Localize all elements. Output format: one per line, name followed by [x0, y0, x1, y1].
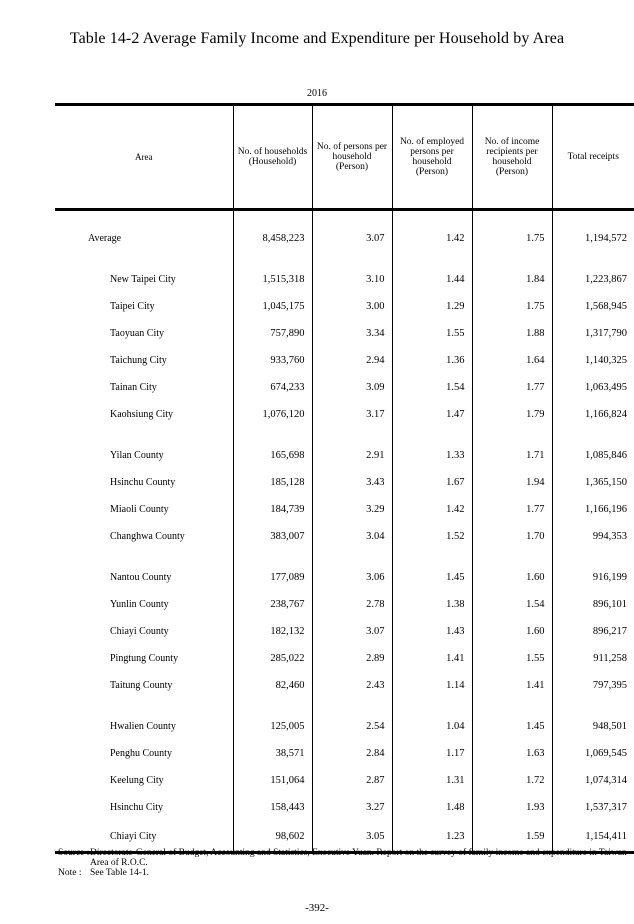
source-label: Source :: [58, 848, 90, 858]
cell-employed: 1.67: [392, 469, 472, 496]
cell-area: Yilan County: [110, 450, 164, 461]
cell-area: Kaohsiung City: [110, 409, 174, 420]
cell-households: 383,007: [233, 523, 312, 550]
cell-area: Chiayi County: [110, 626, 169, 637]
cell-households: 285,022: [233, 645, 312, 672]
table-body: [55, 210, 634, 853]
cell-employed: 1.55: [392, 320, 472, 347]
cell-area: Taichung City: [110, 355, 167, 366]
table-row: [55, 794, 634, 821]
group-spacer-row: [55, 252, 634, 266]
cell-area: Chiayi City: [55, 821, 233, 853]
cell-area: Pingtung County: [110, 653, 179, 664]
table-row: [55, 672, 634, 699]
cell-receipts: 1,085,846: [552, 442, 634, 469]
cell-recipients: 1.45: [472, 713, 552, 740]
cell-persons: 3.17: [312, 401, 392, 428]
cell-employed: 1.23: [392, 821, 472, 853]
cell-employed: 1.52: [392, 523, 472, 550]
table-row: [55, 347, 634, 374]
income-table: [55, 103, 634, 854]
cell-recipients: 1.54: [472, 591, 552, 618]
cell-receipts: 994,353: [552, 523, 634, 550]
cell-persons: 3.06: [312, 564, 392, 591]
cell-recipients: 1.64: [472, 347, 552, 374]
cell-receipts: 911,258: [552, 645, 634, 672]
cell-receipts: 896,217: [552, 618, 634, 645]
table-row: [55, 713, 634, 740]
header-employed: No. of employed persons per household (Person): [392, 105, 472, 210]
header-persons: No. of persons per household (Person): [312, 105, 392, 210]
cell-employed: 1.45: [392, 564, 472, 591]
group-spacer-row: [55, 699, 634, 713]
cell-households: 238,767: [233, 591, 312, 618]
cell-households: 177,089: [233, 564, 312, 591]
cell-persons: 3.05: [312, 821, 392, 853]
cell-persons: 3.29: [312, 496, 392, 523]
cell-area: Yunlin County: [110, 599, 169, 610]
cell-receipts: 1,063,495: [552, 374, 634, 401]
general-note: [58, 868, 628, 878]
cell-recipients: 1.70: [472, 523, 552, 550]
cell-area: Miaoli County: [110, 504, 169, 515]
cell-employed: 1.29: [392, 293, 472, 320]
cell-persons: 2.43: [312, 672, 392, 699]
source-note: [58, 848, 628, 868]
cell-persons: 2.94: [312, 347, 392, 374]
year-label: 2016: [307, 88, 327, 99]
cell-households: 1,515,318: [233, 266, 312, 293]
table-title: Table 14-2 Average Family Income and Expenditure per Household by Area: [69, 30, 565, 47]
cell-persons: 3.07: [312, 618, 392, 645]
cell-employed: 1.54: [392, 374, 472, 401]
note-label: Note :: [58, 868, 82, 878]
table-row: [55, 767, 634, 794]
cell-employed: 1.38: [392, 591, 472, 618]
cell-persons: 2.84: [312, 740, 392, 767]
cell-recipients: 1.84: [472, 266, 552, 293]
cell-recipients: 1.55: [472, 645, 552, 672]
cell-recipients: 1.93: [472, 794, 552, 821]
cell-receipts: 1,074,314: [552, 767, 634, 794]
cell-persons: 2.89: [312, 645, 392, 672]
cell-households: 125,005: [233, 713, 312, 740]
cell-households: 1,045,175: [233, 293, 312, 320]
cell-recipients: 1.75: [472, 225, 552, 252]
cell-persons: 3.27: [312, 794, 392, 821]
cell-recipients: 1.75: [472, 293, 552, 320]
cell-receipts: 1,069,545: [552, 740, 634, 767]
cell-area: Hsinchu County: [110, 477, 176, 488]
note-text: See Table 14-1.: [90, 868, 150, 878]
cell-recipients: 1.77: [472, 496, 552, 523]
cell-persons: 2.78: [312, 591, 392, 618]
table-row: [55, 740, 634, 767]
cell-receipts: 1,166,196: [552, 496, 634, 523]
table-row: [55, 645, 634, 672]
table-row: [55, 293, 634, 320]
cell-persons: 3.07: [312, 225, 392, 252]
cell-households: 185,128: [233, 469, 312, 496]
cell-households: 184,739: [233, 496, 312, 523]
table-row: [55, 469, 634, 496]
cell-persons: 2.87: [312, 767, 392, 794]
cell-employed: 1.42: [392, 225, 472, 252]
cell-households: 158,443: [233, 794, 312, 821]
cell-receipts: 1,166,824: [552, 401, 634, 428]
header-recipients: No. of income recipients per household (Person): [472, 105, 552, 210]
cell-households: 933,760: [233, 347, 312, 374]
cell-persons: 3.00: [312, 293, 392, 320]
cell-households: 98,602: [233, 821, 312, 853]
income-table-container: [55, 103, 634, 854]
cell-persons: 3.04: [312, 523, 392, 550]
cell-area: Nantou County: [110, 572, 172, 583]
table-notes: [58, 848, 628, 878]
cell-recipients: 1.41: [472, 672, 552, 699]
cell-receipts: 1,140,325: [552, 347, 634, 374]
cell-area: Average: [88, 233, 122, 244]
cell-households: 8,458,223: [233, 225, 312, 252]
cell-receipts: 1,154,411: [552, 821, 634, 853]
cell-recipients: 1.79: [472, 401, 552, 428]
cell-recipients: 1.94: [472, 469, 552, 496]
cell-employed: 1.04: [392, 713, 472, 740]
cell-area: New Taipei City: [110, 274, 176, 285]
cell-employed: 1.31: [392, 767, 472, 794]
cell-persons: 2.91: [312, 442, 392, 469]
cell-area: Taitung County: [110, 680, 173, 691]
cell-recipients: 1.60: [472, 564, 552, 591]
cell-employed: 1.48: [392, 794, 472, 821]
spacer-row: [55, 210, 634, 226]
cell-receipts: 896,101: [552, 591, 634, 618]
cell-employed: 1.44: [392, 266, 472, 293]
cell-persons: 3.10: [312, 266, 392, 293]
cell-employed: 1.41: [392, 645, 472, 672]
cell-households: 38,571: [233, 740, 312, 767]
cell-recipients: 1.71: [472, 442, 552, 469]
table-row: [55, 442, 634, 469]
table-row: [55, 266, 634, 293]
cell-receipts: 948,501: [552, 713, 634, 740]
cell-persons: 3.43: [312, 469, 392, 496]
header-area: Area: [55, 105, 233, 210]
page-number: -392-: [305, 902, 329, 914]
cell-households: 674,233: [233, 374, 312, 401]
cell-households: 1,076,120: [233, 401, 312, 428]
source-text: Directorate-General of Budget, Accounting and Statistics, Executive Yuan. Report on the survey of family income and expenditure in Taiwan Area of R.O.C.: [90, 848, 627, 868]
cell-persons: 2.54: [312, 713, 392, 740]
table-row: [55, 225, 634, 252]
cell-receipts: 1,317,790: [552, 320, 634, 347]
cell-receipts: 797,395: [552, 672, 634, 699]
cell-employed: 1.17: [392, 740, 472, 767]
cell-households: 82,460: [233, 672, 312, 699]
cell-households: 165,698: [233, 442, 312, 469]
cell-receipts: 1,223,867: [552, 266, 634, 293]
cell-employed: 1.43: [392, 618, 472, 645]
cell-receipts: 916,199: [552, 564, 634, 591]
cell-receipts: 1,537,317: [552, 794, 634, 821]
table-row: [55, 401, 634, 428]
table-row: [55, 591, 634, 618]
cell-receipts: 1,365,150: [552, 469, 634, 496]
cell-recipients: 1.88: [472, 320, 552, 347]
group-spacer-row: [55, 428, 634, 442]
cell-area: Taoyuan City: [110, 328, 165, 339]
cell-employed: 1.14: [392, 672, 472, 699]
cell-recipients: 1.59: [472, 821, 552, 853]
table-row: [55, 523, 634, 550]
cell-area: Keelung City: [110, 775, 164, 786]
cell-persons: 3.34: [312, 320, 392, 347]
cell-employed: 1.47: [392, 401, 472, 428]
cell-recipients: 1.72: [472, 767, 552, 794]
header-receipts: Total receipts: [552, 105, 634, 210]
cell-households: 757,890: [233, 320, 312, 347]
cell-recipients: 1.60: [472, 618, 552, 645]
cell-area: Hwalien County: [110, 721, 176, 732]
table-header: [55, 105, 634, 210]
table-row: [55, 496, 634, 523]
cell-recipients: 1.77: [472, 374, 552, 401]
header-households: No. of households (Household): [233, 105, 312, 210]
cell-area: Taipei City: [110, 301, 155, 312]
cell-recipients: 1.63: [472, 740, 552, 767]
cell-households: 182,132: [233, 618, 312, 645]
cell-receipts: 1,568,945: [552, 293, 634, 320]
cell-persons: 3.09: [312, 374, 392, 401]
table-row: [55, 618, 634, 645]
cell-area: Changhwa County: [110, 531, 185, 542]
cell-households: 151,064: [233, 767, 312, 794]
cell-employed: 1.33: [392, 442, 472, 469]
cell-area: Penghu County: [110, 748, 172, 759]
table-row: [55, 374, 634, 401]
cell-area: Hsinchu City: [110, 802, 164, 813]
cell-area: Tainan City: [110, 382, 157, 393]
table-row: [55, 320, 634, 347]
group-spacer-row: [55, 550, 634, 564]
table-row: [55, 564, 634, 591]
cell-employed: 1.36: [392, 347, 472, 374]
cell-receipts: 1,194,572: [552, 225, 634, 252]
cell-employed: 1.42: [392, 496, 472, 523]
